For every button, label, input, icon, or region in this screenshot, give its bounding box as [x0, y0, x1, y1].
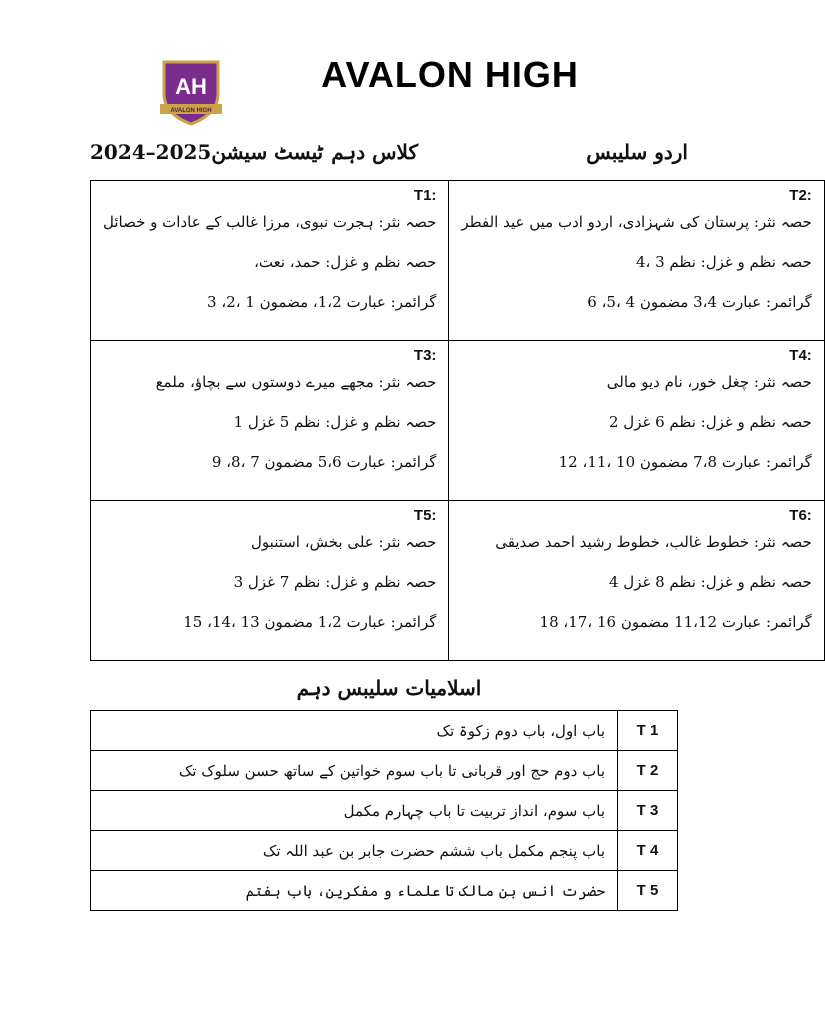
term-description: باب دوم حج اور قربانی تا باب سوم خواتین کے ساتھ حسن سلوک تک: [91, 751, 618, 791]
term-nasr: حصہ نثر: مجھے میرے دوستوں سے بچاؤ، ملمع: [155, 373, 437, 391]
header: [0, 40, 768, 120]
logo-text: AH: [175, 74, 207, 99]
term-grammar: گرائمر: عبارت 1،2، مضمون 1 ،2، 3: [207, 293, 437, 311]
term-nasr: حصہ نثر: خطوط غالب، خطوط رشید احمد صدیقی: [495, 533, 812, 551]
term-grammar: گرائمر: عبارت 1،2 مضمون 13 ،14، 15: [183, 613, 437, 631]
term-label: T 2: [618, 751, 678, 791]
table-row: [91, 711, 678, 751]
table-row: [91, 751, 678, 791]
subheader: [90, 140, 688, 172]
term-cell-t2: [449, 181, 824, 341]
term-cell-t3: [91, 341, 449, 501]
school-logo-icon: [158, 54, 224, 126]
term-grammar: گرائمر: عبارت 3،4 مضمون 4 ،5، 6: [587, 293, 812, 311]
term-grammar: گرائمر: عبارت 5،6 مضمون 7 ،8، 9: [211, 453, 437, 471]
term-description: باب پنجم مکمل باب ششم حضرت جابر بن عبد اللہ تک: [91, 831, 618, 871]
islamiyat-title: اسلامیات سلیبس دہم: [296, 676, 482, 700]
term-nazm: حصہ نظم و غزل: نظم 3 ،4: [635, 253, 812, 271]
term-cell-t4: [449, 341, 824, 501]
term-nazm: حصہ نظم و غزل: نظم 5 غزل 1: [233, 413, 437, 431]
school-name: AVALON HIGH: [321, 54, 579, 95]
term-description: باب اول، باب دوم زکوۃ تک: [91, 711, 618, 751]
term-description: باب سوم، انداز تربیت تا باب چہارم مکمل: [91, 791, 618, 831]
table-row: [91, 871, 678, 911]
term-title: T3:: [413, 347, 437, 364]
term-title: T5:: [413, 507, 437, 524]
term-title: T1:: [413, 187, 437, 204]
term-nasr: حصہ نثر: پرستان کی شہزادی، اردو ادب میں عید الفطر: [461, 213, 812, 231]
term-cell-t1: [91, 181, 449, 341]
logo-subtext: AVALON HIGH: [170, 108, 212, 114]
class-label: کلاس دہم: [331, 140, 418, 164]
term-cell-t6: [449, 501, 824, 661]
term-nasr: حصہ نثر: ہجرت نبوی، مرزا غالب کے عادات و خصائل: [103, 213, 437, 231]
table-row: [91, 831, 678, 871]
term-title: T2:: [789, 187, 812, 204]
subject-label: اردو سلیبس: [586, 140, 688, 164]
term-title: T4:: [789, 347, 812, 364]
term-cell-t5: [91, 501, 449, 661]
term-description: حضرت انس بن مالک تا علماء و مفکرین، باب ہفتم: [91, 871, 618, 911]
term-nazm: حصہ نظم و غزل: نظم 6 غزل 2: [608, 413, 812, 431]
term-nasr: حصہ نثر: علی بخش، استنبول: [251, 533, 437, 551]
term-grammar: گرائمر: عبارت 11،12 مضمون 16 ،17، 18: [539, 613, 812, 631]
islamiyat-table: [90, 710, 678, 911]
term-label: T 4: [618, 831, 678, 871]
urdu-syllabus-table: [90, 180, 825, 661]
term-title: T6:: [789, 507, 812, 524]
term-label: T 5: [618, 871, 678, 911]
session-label: ٹیسٹ سیشن2025–2024: [90, 140, 324, 164]
term-nasr: حصہ نثر: چغل خور، نام دیو مالی: [606, 373, 812, 391]
table-row: [91, 791, 678, 831]
term-grammar: گرائمر: عبارت 7،8 مضمون 10 ،11، 12: [558, 453, 812, 471]
term-nazm: حصہ نظم و غزل: حمد، نعت،: [254, 253, 437, 271]
term-nazm: حصہ نظم و غزل: نظم 8 غزل 4: [608, 573, 812, 591]
term-label: T 3: [618, 791, 678, 831]
term-nazm: حصہ نظم و غزل: نظم 7 غزل 3: [233, 573, 437, 591]
term-label: T 1: [618, 711, 678, 751]
